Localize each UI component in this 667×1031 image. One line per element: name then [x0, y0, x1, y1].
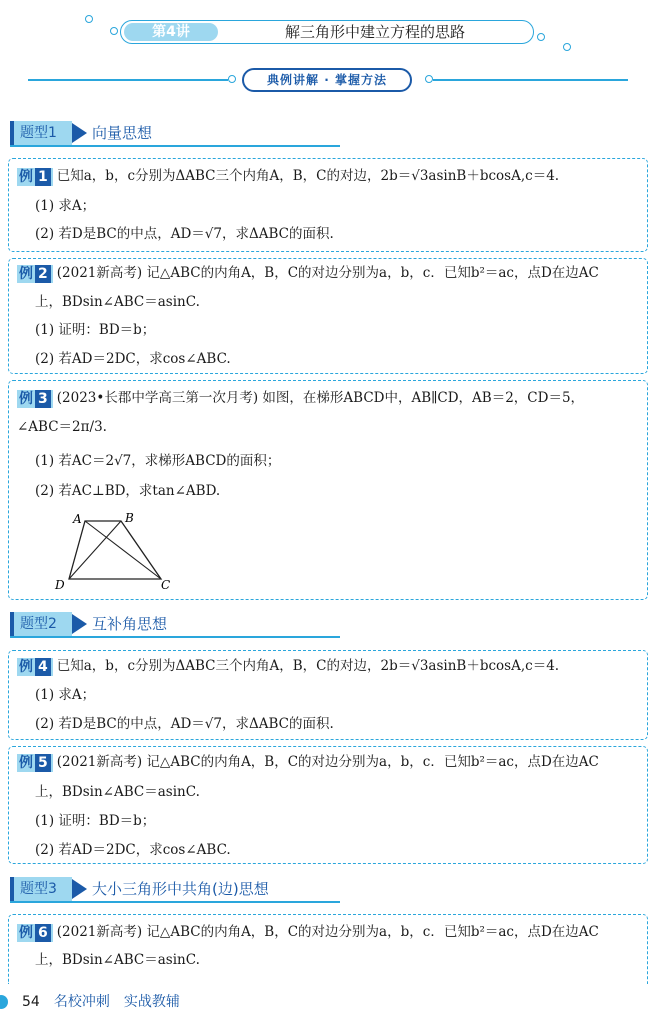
- example-box: [8, 158, 648, 252]
- example-line: (1) 若AC＝2√7，求梯形ABCD的面积；: [35, 453, 281, 469]
- section-title: 向量思想: [92, 124, 153, 142]
- divider-line: [28, 79, 228, 81]
- example-line: 例 3 (2023•长郡中学高三第一次月考) 如图，在梯形ABCD中，AB∥CD，AB＝2，CD＝5，: [19, 390, 585, 407]
- example-line: (1) 求A；: [35, 687, 96, 703]
- example-badge: 例 5: [17, 754, 53, 772]
- section-label: 题型1: [10, 121, 72, 145]
- example-box: [8, 746, 648, 864]
- section-title: 互补角思想: [92, 615, 168, 633]
- figure-label-b: B: [125, 511, 134, 525]
- example-line: 例 2 (2021新高考) 记△ABC的内角A，B，C的对边分别为a，b，c．已知b²＝ac，点D在边AC: [19, 265, 599, 282]
- page-number: 54: [22, 994, 40, 1010]
- figure-label-a: A: [73, 512, 82, 526]
- divider-line: [433, 79, 628, 81]
- example-line: 上，BDsin∠ABC＝asinC.: [35, 294, 200, 310]
- section-title: 大小三角形中共角(边)思想: [92, 880, 269, 898]
- figure-label-c: C: [161, 578, 171, 589]
- section-underline: [10, 901, 340, 903]
- decor-ring: [85, 15, 93, 23]
- example-box: [8, 380, 648, 600]
- section-underline: [10, 636, 340, 638]
- example-badge: 例 2: [17, 265, 53, 283]
- example-line: ∠ABC＝2π/3.: [17, 419, 107, 435]
- section-label: 题型2: [10, 612, 72, 636]
- figure-label-d: D: [55, 578, 65, 589]
- lesson-label: 第4讲: [124, 23, 218, 41]
- subtitle: 典例讲解 · 掌握方法: [267, 73, 387, 87]
- example-box: [8, 258, 648, 374]
- decor-ring: [228, 75, 236, 83]
- triangle-arrow-icon: [72, 123, 87, 143]
- example-badge: 例 4: [17, 658, 53, 676]
- decor-ring: [563, 43, 571, 51]
- decor-ring: [425, 75, 433, 83]
- example-line: 例 1 已知a，b，c分别为ΔABC三个内角A，B，C的对边，2b＝√3asinB＋bcosA,c＝4.: [19, 168, 560, 185]
- book-title: 名校冲刺 实战教辅: [53, 994, 180, 1010]
- decor-ring: [537, 33, 545, 41]
- example-line: 上，BDsin∠ABC＝asinC.: [35, 784, 200, 800]
- example-badge: 例 6: [17, 924, 53, 942]
- example-line: 例 5 (2021新高考) 记△ABC的内角A，B，C的对边分别为a，b，c．已知b²＝ac，点D在边AC: [19, 754, 599, 771]
- page-footer: [22, 992, 180, 1012]
- footer-dot: [0, 995, 8, 1009]
- trapezoid-figure: [49, 509, 179, 589]
- triangle-arrow-icon: [72, 879, 87, 899]
- decor-ring: [110, 27, 118, 35]
- example-box: [8, 650, 648, 740]
- example-line: (1) 证明：BD＝b；: [35, 813, 156, 829]
- example-badge: 例 3: [17, 390, 53, 408]
- lesson-title: 解三角形中建立方程的思路: [284, 23, 465, 41]
- example-line: 例 4 已知a，b，c分别为ΔABC三个内角A，B，C的对边，2b＝√3asinB＋bcosA,c＝4.: [19, 658, 560, 675]
- example-line: (2) 若D是BC的中点，AD＝√7，求ΔABC的面积.: [35, 226, 334, 242]
- example-badge: 例 1: [17, 168, 53, 186]
- example-line: (1) 求A；: [35, 198, 96, 214]
- example-line: (1) 证明：BD＝b；: [35, 322, 156, 338]
- triangle-arrow-icon: [72, 614, 87, 634]
- example-line: 例 6 (2021新高考) 记△ABC的内角A，B，C的对边分别为a，b，c．已知b²＝ac，点D在边AC: [19, 924, 599, 941]
- example-line: (2) 若AD＝2DC，求cos∠ABC.: [35, 842, 231, 858]
- example-line: (2) 若AD＝2DC，求cos∠ABC.: [35, 351, 231, 367]
- example-line: 上，BDsin∠ABC＝asinC.: [35, 952, 200, 968]
- example-line: (2) 若AC⊥BD，求tan∠ABD.: [35, 483, 221, 499]
- example-box: [8, 914, 648, 984]
- section-label: 题型3: [10, 877, 72, 901]
- example-line: (2) 若D是BC的中点，AD＝√7，求ΔABC的面积.: [35, 716, 334, 732]
- section-underline: [10, 145, 340, 147]
